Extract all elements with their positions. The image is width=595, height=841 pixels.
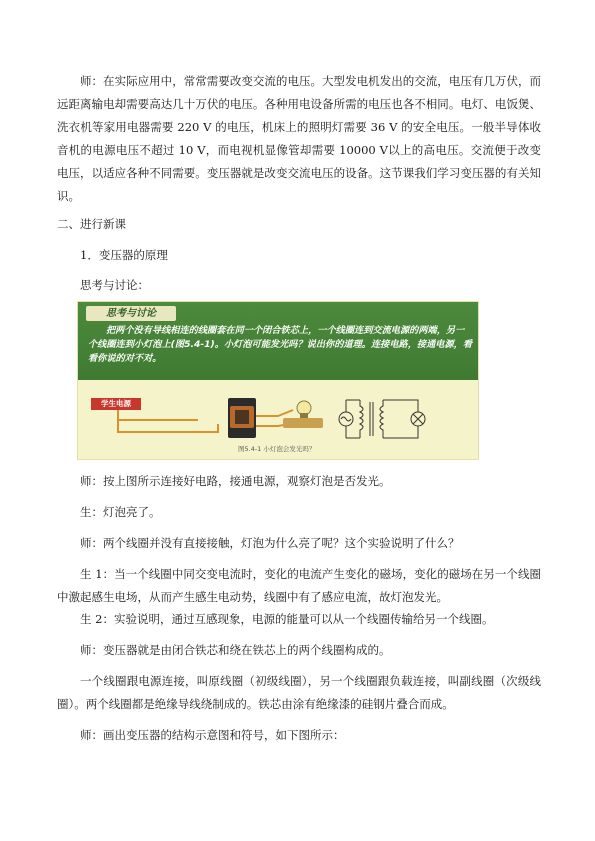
dialogue-line: 师：两个线圈并没有直接接触，灯泡为什么亮了呢？这个实验说明了什么？ xyxy=(80,536,460,550)
discuss-label: 思考与讨论： xyxy=(80,278,149,292)
section-heading: 二、进行新课 xyxy=(57,217,126,231)
dialogue-line: 生：灯泡亮了。 xyxy=(80,505,161,519)
lamp-base xyxy=(283,418,323,428)
student-power-supply-label: 学生电源 xyxy=(91,398,141,410)
dialogue-line: 师：按上图所示连接好电路，接通电源，观察灯泡是否发光。 xyxy=(80,474,391,488)
secondary-coil-symbol xyxy=(380,400,383,438)
wire xyxy=(118,420,218,432)
dialogue-line: 生 2：实验说明，通过互感现象，电源的能量可以从一个线圈传输给另一个线圈。 xyxy=(80,612,494,626)
experiment-figure xyxy=(77,301,479,460)
dialogue-line: 一个线圈跟电源连接，叫原线圈（初级线圈），另一个线圈跟负载连接，叫副线圈（次级线圈）。两个线圈都是绝缘导线绕制成的。铁芯由涂有绝缘漆的硅钢片叠合而成。 xyxy=(57,674,541,711)
dialogue-line: 生 1：当一个线圈中同交变电流时，变化的电流产生变化的磁场，变化的磁场在另一个线圈中激起感生电场，从而产生感生电动势，线圈中有了感应电流，故灯泡发光。 xyxy=(57,567,541,604)
figure-banner: 思考与讨论 xyxy=(86,306,176,321)
figure-header-panel xyxy=(78,302,478,380)
figure-question-text: 把两个没有导线相连的线圈套在同一个闭合铁芯上，一个线圈连到交流电源的两端，另一个线圈连到小灯泡上(图5.4-1)。小灯泡可能发光吗？说出你的道理。连接电路，接通电源，看看你说的对不对。 xyxy=(88,325,473,364)
figure-caption: 图5.4-1 小灯泡会发光吗？ xyxy=(238,445,316,453)
dialogue-line: 师：画出变压器的结构示意图和符号，如下图所示： xyxy=(80,728,345,742)
intro-paragraph: 师：在实际应用中，常常需要改变交流的电压。大型发电机发出的交流，电压有几万伏，而远距离输电却需要高达几十万伏的电压。各种用电设备所需的电压也各不相同。电灯、电饭煲、洗衣机等家用电器需要 220 V 的电压，机床上的照明灯需要 36 V 的安全电压。一般半导体收音机的电源电压不超过 10 V，而电视机显像管却需要 10000 V以上的高电压。交流便于改变电压，以适应各种不同需要。变压器就是改变交流电压的设备。这节课我们学习变压器的有关知识。 xyxy=(57,74,541,203)
wire xyxy=(253,410,293,416)
primary-coil-symbol xyxy=(360,400,363,438)
lamp-bulb xyxy=(297,401,311,415)
dialogue-line: 师：变压器就是由闭合铁芯和绕在铁芯上的两个线圈构成的。 xyxy=(80,643,391,657)
subsection-heading: 1．变压器的原理 xyxy=(80,248,168,262)
